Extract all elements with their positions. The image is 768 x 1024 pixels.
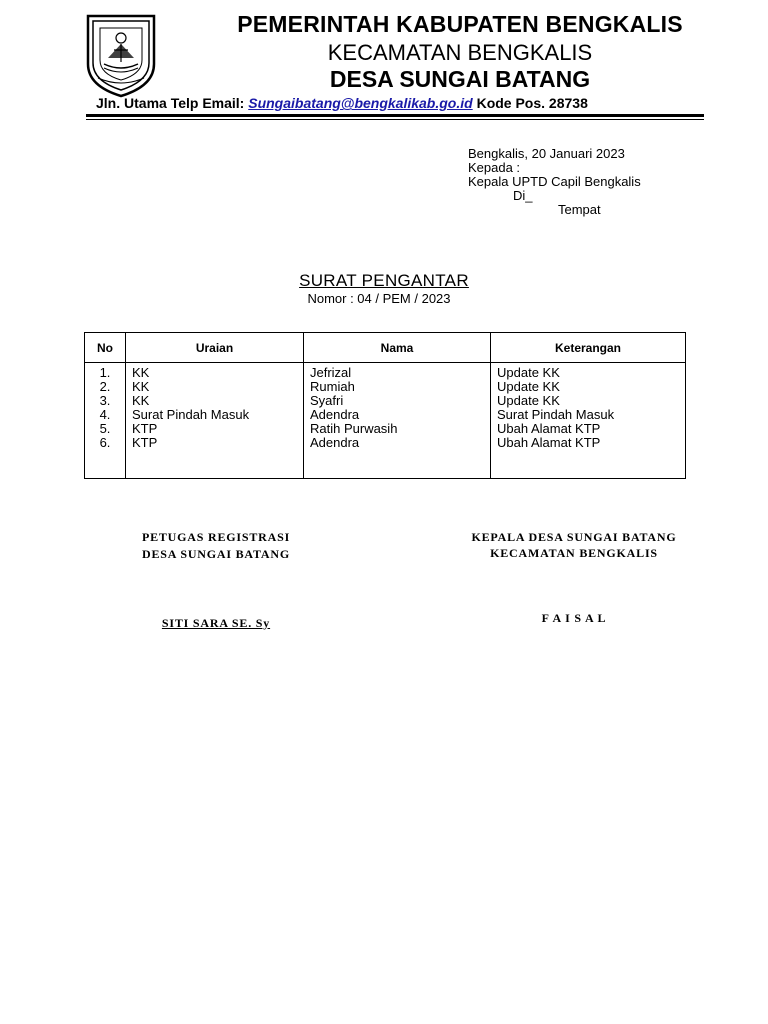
no-column xyxy=(85,363,126,479)
row-uraian: Surat Pindah Masuk xyxy=(132,407,250,422)
bengkalis-regency-crest-icon xyxy=(86,14,156,98)
keterangan-column xyxy=(491,363,686,479)
header-uraian: Uraian xyxy=(126,333,304,363)
row-nama: Adendra xyxy=(310,435,360,450)
row-nama: Rumiah xyxy=(310,379,355,394)
letterhead-divider-thin xyxy=(86,119,704,120)
recipient-name: Kepala UPTD Capil Bengkalis xyxy=(468,174,641,189)
place-date: Bengkalis, 20 Januari 2023 xyxy=(468,146,625,161)
row-no: 5. xyxy=(99,421,111,436)
left-signatory-title-2: DESA SUNGAI BATANG xyxy=(142,547,290,561)
row-keterangan: Update KK xyxy=(497,379,560,394)
row-keterangan: Update KK xyxy=(497,393,560,408)
row-uraian: KK xyxy=(132,379,150,394)
right-signatory-name: F A I S A L xyxy=(541,611,607,625)
village-title: DESA SUNGAI BATANG xyxy=(329,66,591,92)
row-uraian: KK xyxy=(132,393,150,408)
recipient-place: Tempat xyxy=(558,202,601,217)
row-keterangan: Surat Pindah Masuk xyxy=(497,407,615,422)
header-keterangan: Keterangan xyxy=(491,333,686,363)
right-signatory-title-2: KECAMATAN BENGKALIS xyxy=(490,546,658,560)
table-header-row xyxy=(85,333,686,363)
row-nama: Syafri xyxy=(310,393,344,408)
row-uraian: KTP xyxy=(132,435,158,450)
recipient-label: Kepada : xyxy=(468,160,521,175)
row-uraian: KTP xyxy=(132,421,158,436)
letter-number: Nomor : 04 / PEM / 2023 xyxy=(307,291,451,306)
row-no: 6. xyxy=(99,435,111,450)
items-table xyxy=(84,332,686,479)
letter-title xyxy=(0,271,768,291)
left-signatory-name xyxy=(96,616,336,631)
row-keterangan: Update KK xyxy=(497,365,560,380)
row-nama: Jefrizal xyxy=(310,365,352,380)
row-no: 3. xyxy=(99,393,111,408)
left-signatory-name-text: SITI SARA SE. Sy xyxy=(161,616,271,630)
nama-column xyxy=(304,363,491,479)
row-uraian: KK xyxy=(132,365,150,380)
row-no: 4. xyxy=(99,407,111,422)
government-title: PEMERINTAH KABUPATEN BENGKALIS xyxy=(237,11,683,37)
left-signatory-title-1: PETUGAS REGISTRASI xyxy=(141,530,291,544)
table-body-row xyxy=(85,363,686,479)
uraian-column xyxy=(126,363,304,479)
row-nama: Adendra xyxy=(310,407,360,422)
row-no: 1. xyxy=(99,365,111,380)
row-keterangan: Ubah Alamat KTP xyxy=(497,421,601,436)
header-no: No xyxy=(85,333,126,363)
letter-title-text: SURAT PENGANTAR xyxy=(299,271,469,290)
recipient-di: Di_ xyxy=(513,188,533,203)
email-link[interactable]: Sungaibatang@bengkalikab.go.id xyxy=(248,95,473,111)
district-title: KECAMATAN BENGKALIS xyxy=(327,40,593,65)
row-keterangan: Ubah Alamat KTP xyxy=(497,435,601,450)
address-line xyxy=(96,95,588,111)
postal-code: Kode Pos. 28738 xyxy=(472,95,588,111)
row-nama: Ratih Purwasih xyxy=(310,421,398,436)
right-signatory-title-1: KEPALA DESA SUNGAI BATANG xyxy=(471,530,677,544)
row-no: 2. xyxy=(99,379,111,394)
header-nama: Nama xyxy=(304,333,491,363)
address-text: Jln. Utama Telp Email: xyxy=(96,95,249,111)
letterhead-divider-thick xyxy=(86,114,704,117)
